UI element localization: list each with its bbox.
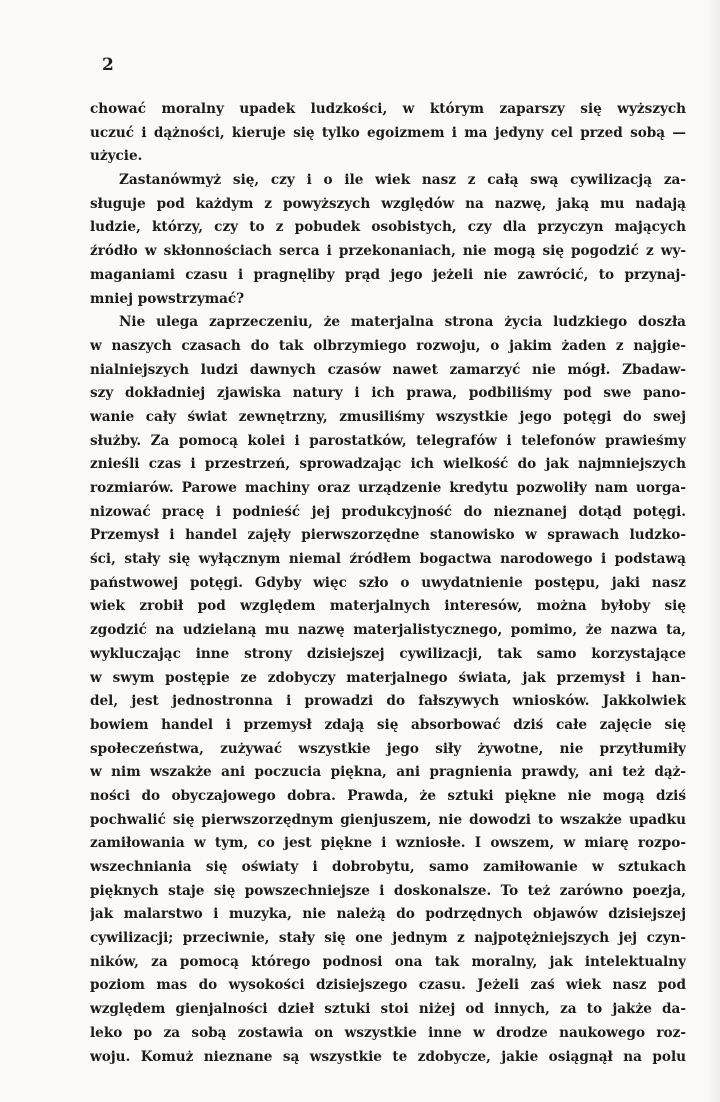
text-line: Nie ulega zaprzeczeniu, że materjalna strona życia ludzkiego doszła [119,314,686,331]
text-line: chować moralny upadek ludzkości, w którym zaparszy się wyższych [90,101,686,117]
text-line: rozmiarów. Parowe machiny oraz urządzenie kredytu pozwoliły nam uorga- [90,480,686,496]
text-line: służby. Za pomocą kolei i parostatków, telegrafów i telefonów prawieśmy [90,432,686,449]
text-line: szy dokładniej zjawiska natury i ich prawa, podbiliśmy pod swe pano- [90,385,686,402]
text-line: del, jest jednostronna i prowadzi do fałszywych wniosków. Jakkolwiek [90,693,686,710]
text-line: leko po za sobą zostawia on wszystkie inne w drodze naukowego roz- [90,1024,686,1041]
text-line: zgodzić na udzielaną mu nazwę materjalistycznego, pomimo, że nazwa ta, [90,622,686,639]
text-line: w naszych czasach do tak olbrzymiego rozwoju, o jakim żaden z najgie- [90,337,686,354]
page-number: 2 [102,55,114,75]
text-line: w swym postępie ze zdobyczy materjalnego świata, jak przemysł i han- [90,669,686,686]
text-line: względem gienjalności dzieł sztuki stoi niżej od innych, za to jakże da- [90,1001,686,1018]
text-line: bowiem handel i przemysł zdają się absorbować dziś całe zajęcie się [90,716,686,733]
text-line: jak malarstwo i muzyka, nie należą do podrzędnych objawów dzisiejszej [90,906,686,923]
text-line: społeczeństwa, zużywać wszystkie jego siły żywotne, nie przytłumiły [90,740,686,757]
text-line: uczuć i dążności, kieruje się tylko egoizmem i ma jedyny cel przed sobą — [90,124,686,141]
text-line: nialniejszych ludzi dawnych czasów nawet zamarzyć nie mógł. Zbadaw- [90,361,686,378]
text-line: źródło w skłonnościach serca i przekonaniach, nie mogą się pogodzić z wy- [90,243,686,260]
text-line: woju. Komuż nieznane są wszystkie te zdobycze, jakie osiągnął na polu [90,1048,686,1065]
text-line: ści, stały się wyłącznym niemal źródłem bogactwa narodowego i podstawą [90,551,686,568]
text-line: cywilizacji; przeciwnie, stały się one jednym z najpotężniejszych jej czyn- [90,930,686,947]
text-line: ludzie, którzy, czy to z pobudek osobistych, czy dla przyczyn mających [90,219,686,236]
text-line: znieśli czas i przestrzeń, sprowadzając ich wielkość do jak najmniejszych [90,456,686,473]
text-line: sługuje pod każdym z powyższych względów na nazwę, jaką mu nadają [90,195,686,212]
text-line: maganiami czasu i pragnęliby prąd jego jeżeli nie zawrócić, to przynaj- [90,266,686,283]
text-line: ników, za pomocą którego podnosi ona tak moralny, jak intelektualny [90,953,686,970]
text-line: wykluczając inne strony dzisiejszej cywilizacji, tak samo korzystające [90,645,686,662]
text-line: użycie. [90,148,143,165]
text-line: pochwalić się pierwszorzędnym gienjuszem, nie dowodzi to wszakże upadku [90,811,686,828]
text-line: pięknych staje się powszechniejsze i doskonalsze. To też zarówno poezja, [90,882,686,899]
text-line: mniej powstrzymać? [90,290,245,307]
text-line: zamiłowania w tym, co jest piękne i wzniosłe. I owszem, w miarę rozpo- [90,835,686,852]
text-line: wiek zrobił pod względem materjalnych interesów, można byłoby się [90,598,686,615]
page-edge-shadow [706,0,720,1102]
text-line: ności do obyczajowego dobra. Prawda, że sztuki piękne nie mogą dziś [90,787,686,804]
text-line: w nim wszakże ani poczucia piękna, ani pragnienia prawdy, ani też dąż- [90,764,686,781]
text-line: państwowej potęgi. Gdyby więc szło o uwydatnienie postępu, jaki nasz [90,574,686,591]
text-line: wanie cały świat zewnętrzny, zmusiliśmy wszystkie jego potęgi do swej [90,408,686,425]
text-line: Przemysł i handel zajęły pierwszorzędne stanowisko w sprawach ludzko- [90,527,686,544]
text-line: nizować pracę i podnieść jej produkcyjność do nieznanej dotąd potęgi. [90,503,686,520]
text-line: wszechniania się oświaty i dobrobytu, samo zamiłowanie w sztukach [90,859,686,875]
text-line: Zastanówmyż się, czy i o ile wiek nasz z całą swą cywilizacją za- [119,172,686,189]
text-line: poziom mas do wysokości dzisiejszego czasu. Jeżeli zaś wiek nasz pod [90,977,686,994]
body-text [90,98,686,1069]
